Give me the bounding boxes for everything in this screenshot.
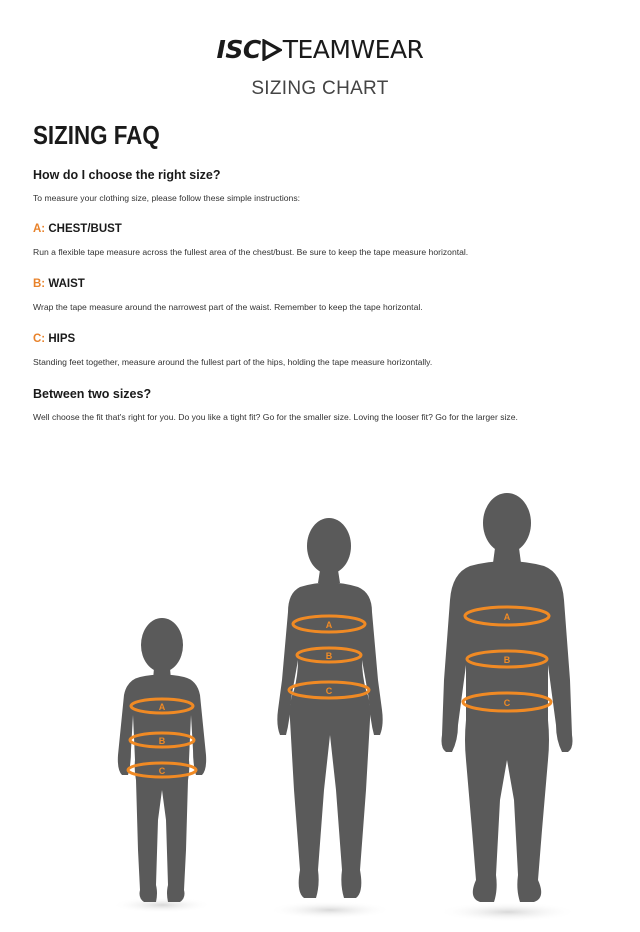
tape-label: B xyxy=(325,651,333,661)
tape-label: A xyxy=(325,620,333,630)
tape-label: A xyxy=(503,612,511,622)
section-letter: A: xyxy=(33,223,46,235)
brand-logo xyxy=(0,35,640,68)
section-title: CHEST/BUST xyxy=(48,223,122,235)
section-title: HIPS xyxy=(48,333,76,345)
between-sizes-text: Well choose the fit that's right for you. Do you like a tight fit? Go for the smaller size. Loving the looser fit? Go for the larger size. xyxy=(33,412,518,422)
woman-shadow xyxy=(268,901,392,919)
section-letter: C: xyxy=(33,333,46,345)
section-chest-heading xyxy=(33,223,122,235)
tape-label: B xyxy=(158,736,166,746)
section-waist-heading xyxy=(33,278,85,290)
section-title: WAIST xyxy=(48,278,85,290)
intro-text: To measure your clothing size, please follow these simple instructions: xyxy=(33,193,301,203)
tape-label: A xyxy=(158,702,166,712)
section-hips-text: Standing feet together, measure around the fullest part of the hips, holding the tape measure horizontally. xyxy=(33,357,433,367)
tape-label: C xyxy=(158,766,166,776)
child-shadow xyxy=(112,897,212,913)
brand-isc: ISC xyxy=(216,35,261,64)
section-chest-text: Run a flexible tape measure across the fullest area of the chest/bust. Be sure to keep the tape measure horizontal. xyxy=(33,247,469,257)
section-waist-text: Wrap the tape measure around the narrowest part of the waist. Remember to keep the tape horizontal. xyxy=(33,302,423,312)
section-letter: B: xyxy=(33,278,46,290)
page-title: SIZING FAQ xyxy=(33,120,160,150)
question-choose-size: How do I choose the right size? xyxy=(33,168,221,182)
tape-label: C xyxy=(325,686,333,696)
brand-teamwear: TEAMWEAR xyxy=(282,35,424,64)
body-figures xyxy=(0,430,640,932)
page-subtitle: SIZING CHART xyxy=(251,78,389,99)
child-silhouette xyxy=(118,618,206,902)
woman-silhouette xyxy=(277,518,382,898)
tape-label: C xyxy=(503,698,511,708)
section-hips-heading xyxy=(33,333,75,345)
question-between-sizes: Between two sizes? xyxy=(33,387,152,401)
man-shadow xyxy=(438,902,578,922)
tape-label: B xyxy=(503,655,511,665)
play-arrow-icon xyxy=(262,38,282,68)
